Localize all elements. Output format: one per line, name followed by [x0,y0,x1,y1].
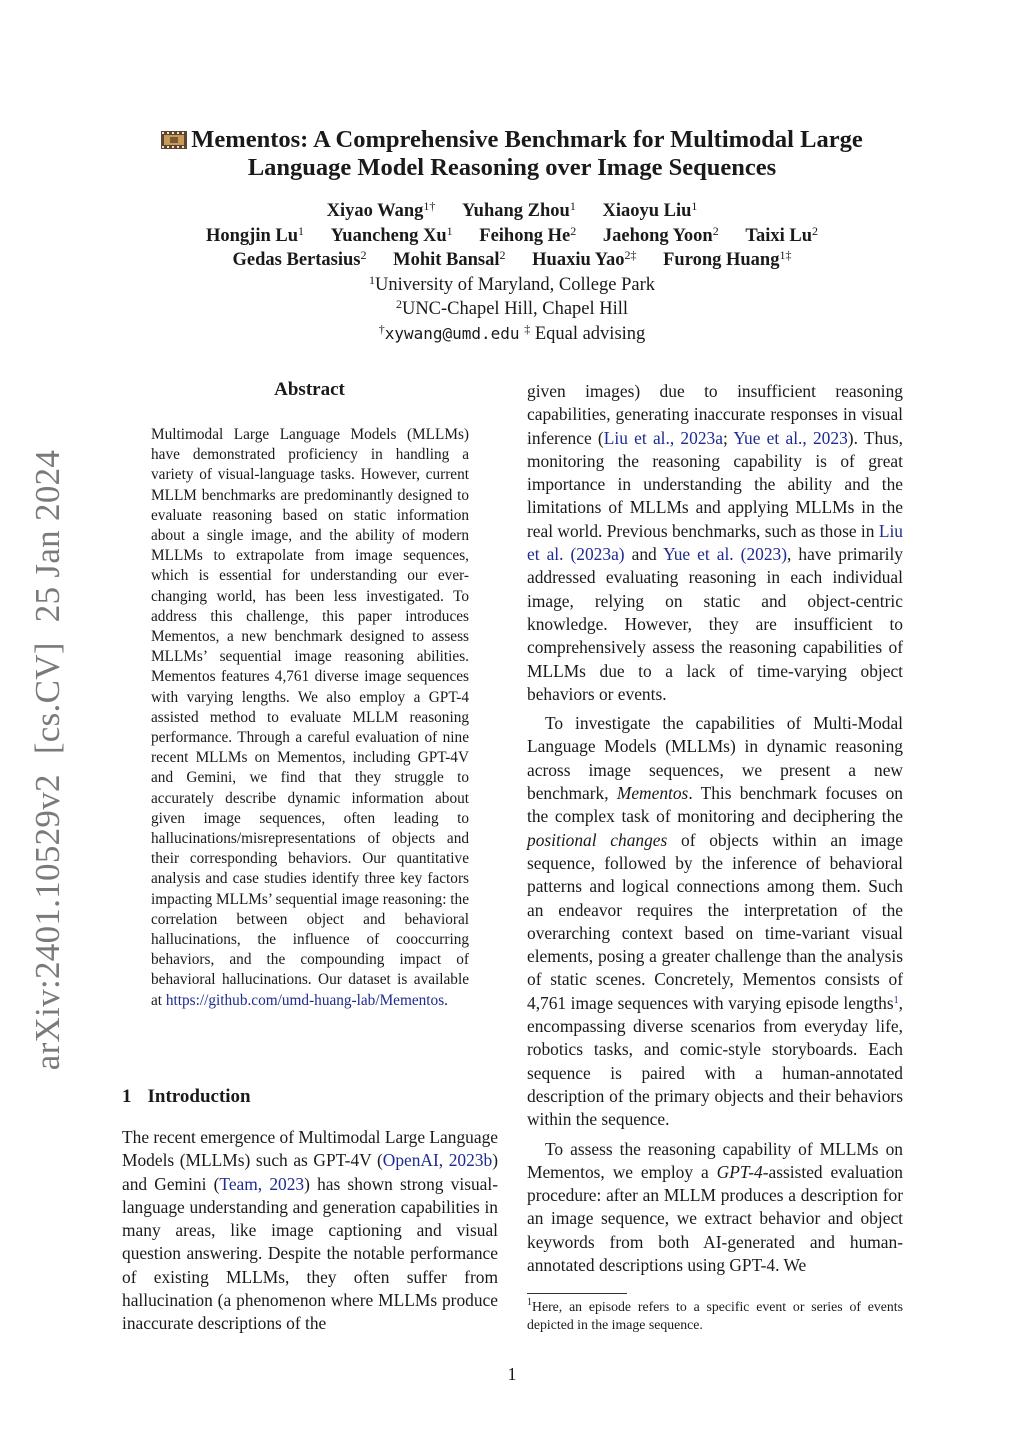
author: Gedas Bertasius$^2$ [232,248,367,270]
abstract-heading: Abstract [274,379,345,400]
paragraph: To assess the reasoning capability of MLLMs on Mementos, we employ a GPT-4-assisted evaluation procedure: after an MLLM produces a description for an image sequence, we extract behavior and object keywords from both AI-generated and human-annotated descriptions using GPT-4. We [527,1138,903,1275]
footnote-link[interactable]: 1 [893,994,899,1006]
author: Jaehong Yoon$^2$ [602,223,719,246]
footnote-rule [527,1293,627,1294]
page-number: 1 [507,1364,517,1384]
citation-link[interactable]: Yue et al. (2023) [663,544,788,565]
author: Huaxiu Yao$^{2\ddagger}$ [532,248,637,270]
affiliation: $^2$UNC-Chapel Hill, Chapel Hill [395,297,629,319]
citation-link[interactable]: Liu et al., 2023a [603,427,723,448]
paragraph: To investigate the capabilities of Multi-Modal Language Models (MLLMs) in dynamic reasoning across image sequences, we present a new benchmark, Mementos. This benchmark focuses on the complex task of monitoring and deciphering the positional changes of objects within an image sequence, followed by the inference of behavioral patterns and logical connections among them. Such an endeavor requires the interpretation of the overarching context based on time-variant visual elements, posing a greater challenge than the analysis of static scenes. Concretely, Mementos consists of 4,761 image sequences with varying episode lengths$^1$, encompassing diverse scenarios from everyday life, robotics tasks, and comic-style storyboards. Each sequence is paired with a human-annotated description of the primary objects and their behaviors within the sequence. [527,713,903,1130]
author-block [110,199,914,346]
citation-link[interactable]: Yue et al., 2023 [733,427,848,448]
author: Yuhang Zhou$^1$ [462,199,576,221]
intro-paragraph: The recent emergence of Multimodal Large Language Models (MLLMs) such as GPT-4V (OpenAI, 2023b) and Gemini (Team, 2023) has shown strong visual-language understanding and generation capabilities in many areas, like image captioning and visual question answering. Despite the notable performance of existing MLLMs, they often suffer from hallucination (a phenomenon where MLLMs produce inaccurate descriptions of the [122,1127,498,1334]
contact-line: †xywang@umd.edu ‡ Equal advising [378,321,646,344]
author: Xiyao Wang$^{1\dagger}$ [326,199,436,221]
author: Furong Huang$^{1\ddagger}$ [663,248,792,270]
right-column [527,380,903,1277]
author: Feihong He$^2$ [479,223,577,246]
title-line-2: Language Model Reasoning over Image Sequences [247,154,777,181]
citation-link[interactable]: OpenAI, 2023b [382,1150,493,1171]
author-row-1 [110,199,914,224]
arxiv-category: [cs.CV] [28,642,67,755]
author: Hongjin Lu$^1$ [205,223,305,246]
paragraph: given images) due to insufficient reasoning capabilities, generating inaccurate responses in visual inference (Liu et al., 2023a; Yue et al., 2023). Thus, monitoring the reasoning capability is of great importance in understanding the ability and the limitations of MLLMs and applying MLLMs in the real world. Previous benchmarks, such as those in Liu et al. (2023a) and Yue et al. (2023), have primarily addressed evaluating reasoning in each individual image, relying on static and object-centric knowledge. However, they are insufficient to comprehensively assess the reasoning capabilities of MLLMs due to a lack of time-varying object behaviors or events. [527,381,903,704]
affiliation: $^1$University of Maryland, College Park [368,272,655,295]
arxiv-date: 25 Jan 2024 [28,449,67,623]
author: Xiaoyu Liu$^1$ [602,199,698,221]
author-row-3 [110,248,914,273]
citation-link[interactable]: Liu et al. (2023a) [527,520,903,565]
abstract-body: Multimodal Large Language Models (MLLMs) have demonstrated proficiency in handling a variety of visual-language tasks. However, current MLLM benchmarks are predominantly designed to evaluate reasoning based on static information about a single image, and the ability of modern MLLMs to extrapolate from image sequences, which is essential for understanding our ever-changing world, has been less investigated. To address this challenge, this paper introduces Mementos, a new benchmark designed to assess MLLMs’ sequential image reasoning abilities. Mementos features 4,761 diverse image sequences with varying lengths. We also employ a GPT-4 assisted method to evaluate MLLM reasoning performance. Through a careful evaluation of nine recent MLLMs on Mementos, including GPT-4V and Gemini, we find that they struggle to accurately describe dynamic information about given image sequences, often leading to hallucinations/misrepresentations of objects and their corresponding behaviors. Our quantitative analysis and case studies identify three key factors impacting MLLMs’ sequential image reasoning: the correlation between object and behavioral hallucinations, the influence of cooccurring behaviors, and the compounding impact of behavioral hallucinations. Our dataset is available at https://github.com/umd-huang-lab/Mementos. [151,426,469,1009]
paper-title [110,126,914,182]
film-strip-icon [161,131,187,149]
author: Yuancheng Xu$^1$ [330,223,453,246]
contact-email[interactable]: xywang@umd.edu [384,323,520,343]
citation-link[interactable]: Team, 2023 [219,1173,305,1194]
arxiv-id: arXiv:2401.10529v2 [28,774,67,1071]
author: Taixi Lu$^2$ [745,223,819,246]
footnote: $^1$Here, an episode refers to a specific event or series of events depicted in the image sequence. [527,1297,903,1332]
title-line-1: Mementos: A Comprehensive Benchmark for Multimodal Large [191,126,863,153]
author: Mohit Bansal$^2$ [393,248,506,270]
author-row-2 [110,224,914,249]
dataset-link[interactable]: https://github.com/umd-huang-lab/Mementos [165,991,445,1009]
arxiv-stamp [28,430,68,1070]
section-heading-introduction: 1 Introduction [122,1086,251,1107]
